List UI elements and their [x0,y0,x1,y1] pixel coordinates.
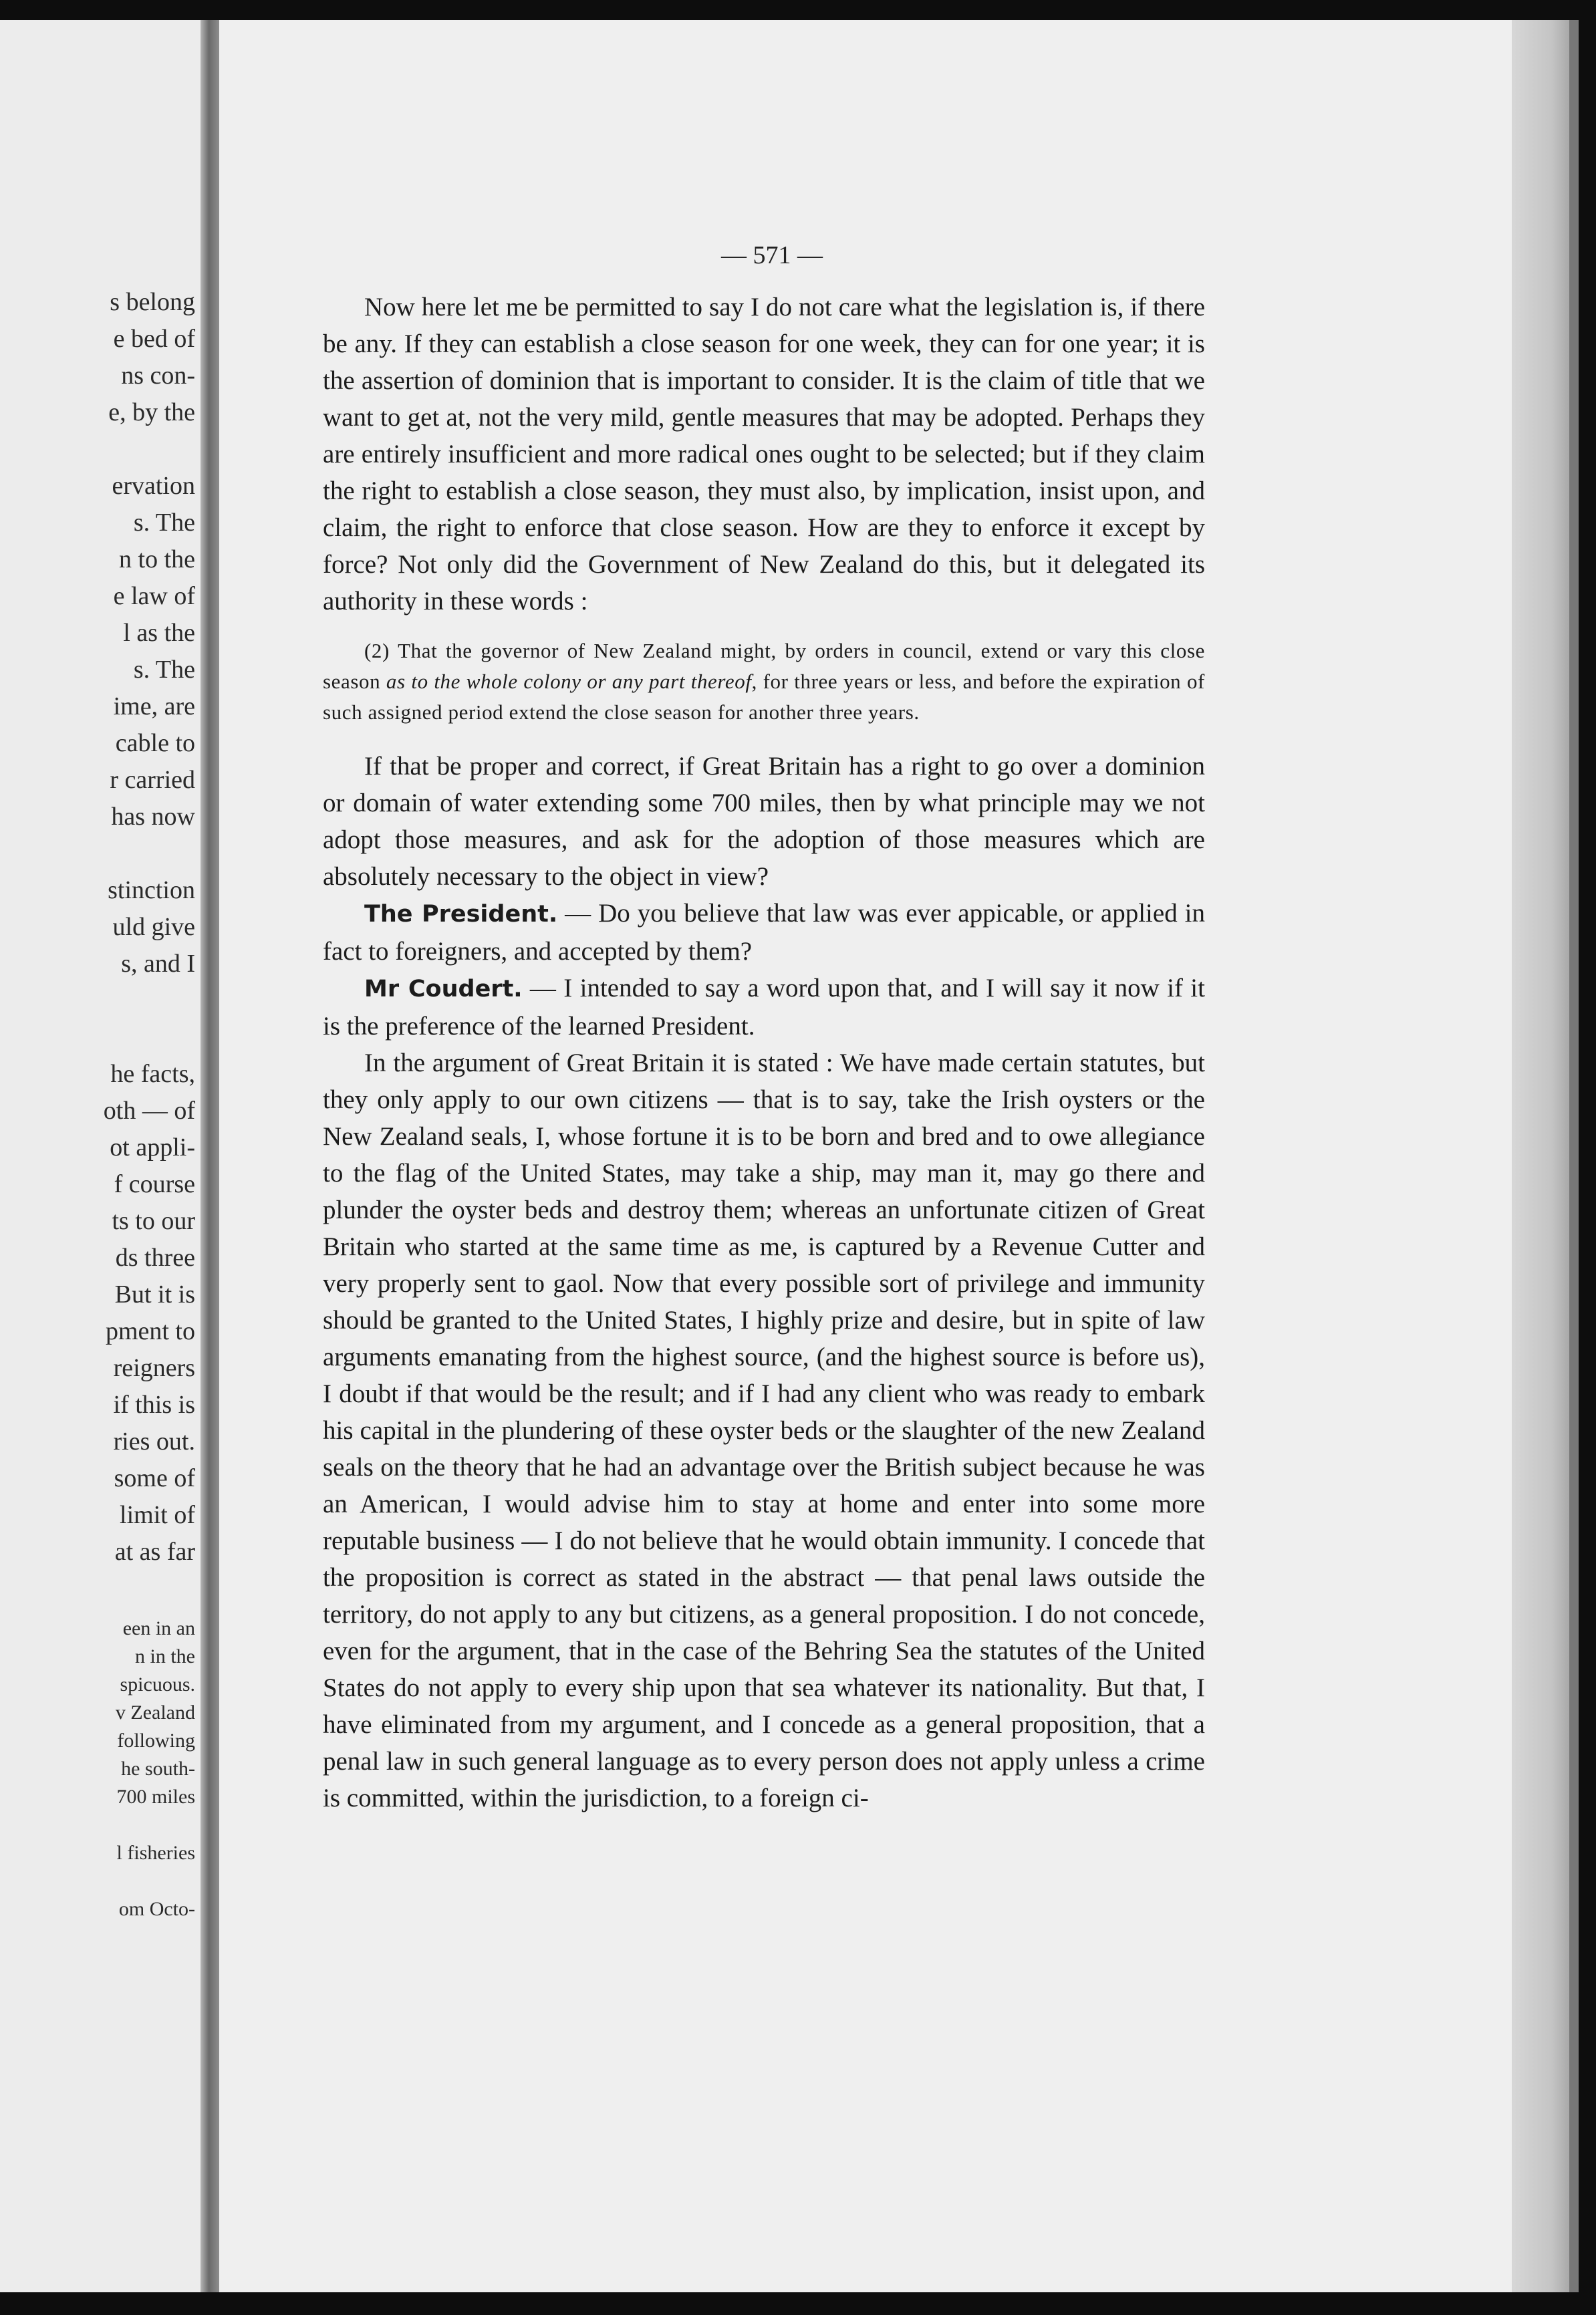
quote-text-end: , for three years or less, and before the expiration of such assigned period extend the close season for another three years. [323,670,1205,724]
left-page-note-line: v Zealand [115,1701,195,1724]
page-edge [1512,20,1579,2292]
left-page-line: has now [111,803,195,831]
left-page-line: cable to [115,729,195,757]
paragraph-legislation: Now here let me be permitted to say I do not care what the legislation is, if there be any. If they can establish a close season for one week, they can for one year; it is the assertion of dominion that is important to consider. It is the claim of title that we want to get at, not the very mild, gentle measures that may be adopted. Perhaps they are entirely insufficient and more radical ones ought to be selected; but if they claim the right to establish a close season, they must also, by implication, insist upon, and claim, the right to enforce that close season. How are they to enforce it except by force? Not only did the Government of New Zealand do this, but it delegated its authority in these words : [323,293,1205,616]
left-page-line: r carried [110,766,195,794]
left-page-line: limit of [120,1501,195,1529]
president-question-text: — Do you believe that law was ever appicable, or applied in fact to foreigners, and accepted by them? [323,899,1206,966]
left-page-note-line: om Octo- [118,1898,195,1920]
page [219,20,1512,2292]
left-page-line: e bed of [113,325,195,353]
left-page-line: at as far [114,1538,195,1566]
left-page-line: uld give [112,913,195,941]
left-page-line: e law of [113,582,195,610]
left-page-line: he facts, [110,1060,195,1088]
left-page-line: s. The [133,509,195,537]
left-page-note-line: spicuous. [120,1673,195,1695]
left-page-line: ries out. [113,1427,195,1456]
page-gutter [201,20,219,2292]
left-page-line: n to the [119,545,195,573]
left-page-line: ts to our [112,1207,195,1235]
left-page-note-line: 700 miles [116,1786,195,1808]
speaker-coudert: Mr Coudert. [364,976,523,1002]
previous-page-fragment [0,20,201,2292]
left-page-note-line: een in an [122,1617,195,1639]
left-page-line: s belong [110,288,195,316]
left-page-line: some of [114,1464,195,1492]
left-page-line: l as the [123,619,195,647]
left-page-line: ime, are [113,692,195,720]
left-page-line: s. The [133,656,195,684]
quoted-statute [323,636,1205,728]
speaker-president: The President. [364,901,558,928]
left-page-line: oth — of [103,1097,195,1125]
quote-text-start: (2) That the governor of New Zealand might, by orders in council, extend or vary this close season [323,639,1205,693]
left-page-line: ot appli- [110,1133,195,1162]
left-page-note-line: n in the [135,1645,195,1667]
left-page-note-line: he south- [121,1758,195,1780]
left-page-line: ervation [112,472,195,500]
paragraph-great-britain-right: If that be proper and correct, if Great Britain has a right to go over a dominion or domain of water extending some 700 miles, then by what principle may we not adopt those measures, and ask for the adoption of those measures which are absolutely necessary to the object in view? [323,752,1205,891]
left-page-line: pment to [105,1317,195,1345]
left-page-line: ds three [115,1244,195,1272]
page-number: — 571 — [721,241,823,269]
left-page-line: f course [114,1170,195,1198]
left-page-line: stinction [108,876,195,904]
left-page-line: if this is [113,1391,195,1419]
left-page-line: But it is [114,1280,195,1309]
coudert-reply-text: — I intended to say a word upon that, and I will say it now if it is the preference of the learned President. [323,974,1205,1041]
quote-text-italic: as to the whole colony or any part thereof [386,670,752,693]
left-page-line: s, and I [121,950,195,978]
left-page-line: e, by the [108,398,195,426]
paragraph-coudert-reply [323,970,1205,1045]
body-text [323,289,1205,1816]
left-page-note-line: l fisheries [116,1842,195,1864]
left-page-line: ns con- [121,362,195,390]
paragraph-argument-of-great-britain: In the argument of Great Britain it is stated : We have made certain statutes, but they only apply to our own citizens — that is to say, take the Irish oysters or the New Zealand seals, I, whose fortune it is to be born and bred and to owe allegiance to the flag of the United States, may take a ship, may man it, may go there and plunder the oyster beds and destroy them; whereas an unfortunate citizen of Great Britain who started at the same time as me, is captured by a Revenue Cutter and very properly sent to gaol. Now that every possible sort of privilege and immunity should be granted to the United States, I highly prize and desire, but in spite of law arguments emanating from the highest source, (and the highest source is before us), I doubt if that would be the result; and if I had any client who was ready to embark his capital in the plundering of these oyster beds or the slaughter of the new Zealand seals on the theory that he had an advantage over the British subject because he was an American, I would advise him to stay at home and enter into some more reputable business — I do not believe that he would obtain immunity. I concede that the proposition is correct as stated in the abstract — that penal laws outside the territory, do not apply to any but citizens, as a general proposition. I do not concede, even for the argument, that in the case of the Behring Sea the statutes of the United States do not apply to every ship upon that sea whatever its nationality. But that, I have eliminated from my argument, and I concede as a general proposition, that a penal law in such general language as to every person does not apply unless a crime is committed, within the jurisdiction, to a foreign ci- [323,1049,1205,1812]
paragraph-president-question [323,895,1205,970]
left-page-line: reigners [113,1354,195,1382]
left-page-note-line: following [117,1730,195,1752]
